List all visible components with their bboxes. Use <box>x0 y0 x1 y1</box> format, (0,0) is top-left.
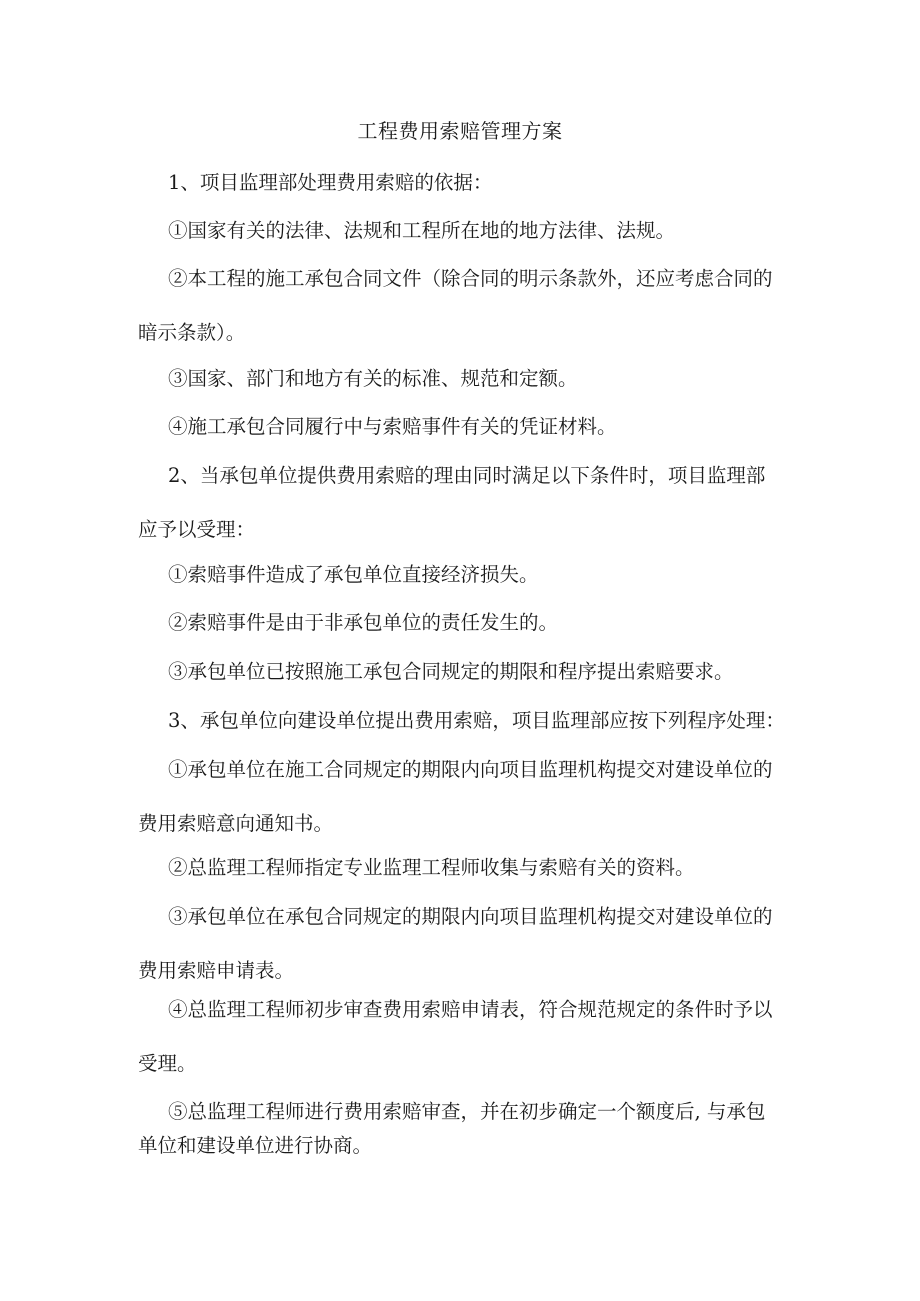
document-title: 工程费用索赔管理方案 <box>357 119 563 143</box>
paragraph-9 <box>138 657 798 687</box>
paragraph-12 <box>138 853 798 883</box>
paragraph-line: ④施工承包合同履行中与索赔事件有关的凭证材料。 <box>168 415 617 438</box>
paragraph-line: 费用索赔意向通知书。 <box>138 812 334 835</box>
paragraph-line: 受理。 <box>138 1052 197 1075</box>
paragraph-line: ③承包单位已按照施工承包合同规定的期限和程序提出索赔要求。 <box>168 660 734 683</box>
paragraph-line: ①索赔事件造成了承包单位直接经济损失。 <box>168 563 539 586</box>
paragraph-line: 3、承包单位向建设单位提出费用索赔，项目监理部应按下列程序处理： <box>168 709 785 732</box>
paragraph-line: 应予以受理： <box>138 518 256 541</box>
paragraph-line: ②本工程的施工承包合同文件（除合同的明示条款外，还应考虑合同的 <box>168 267 773 290</box>
paragraph-line: ②总监理工程师指定专业监理工程师收集与索赔有关的资料。 <box>168 856 695 879</box>
paragraph-8 <box>138 608 798 638</box>
paragraph-15 <box>138 1097 798 1161</box>
paragraph-line: ④总监理工程师初步审查费用索赔申请表，符合规范规定的条件时予以 <box>168 998 773 1021</box>
paragraph-line: ①国家有关的法律、法规和工程所在地的地方法律、法规。 <box>168 219 676 242</box>
paragraph-line: 2、当承包单位提供费用索赔的理由同时满足以下条件时，项目监理部 <box>168 464 766 487</box>
paragraph-line: ①承包单位在施工合同规定的期限内向项目监理机构提交对建设单位的 <box>168 758 773 781</box>
paragraph-1 <box>138 168 798 198</box>
paragraph-line: 费用索赔申请表。 <box>138 959 295 982</box>
paragraph-line: 1、项目监理部处理费用索赔的依据： <box>168 171 493 194</box>
paragraph-line: ②索赔事件是由于非承包单位的责任发生的。 <box>168 611 559 634</box>
paragraph-2 <box>138 216 798 246</box>
paragraph-4 <box>138 364 798 394</box>
paragraph-6 <box>138 461 798 545</box>
paragraph-3 <box>138 264 798 348</box>
paragraph-14 <box>138 995 798 1079</box>
paragraph-line: ⑤总监理工程师进行费用索赔审查，并在初步确定一个额度后, 与承包 <box>168 1100 766 1123</box>
paragraph-5 <box>138 412 798 442</box>
paragraph-line: 暗示条款）。 <box>138 321 246 344</box>
paragraph-13 <box>138 902 798 986</box>
paragraph-line: ③承包单位在承包合同规定的期限内向项目监理机构提交对建设单位的 <box>168 905 773 928</box>
paragraph-10 <box>138 706 798 736</box>
paragraph-line: ③国家、部门和地方有关的标准、规范和定额。 <box>168 367 578 390</box>
paragraph-11 <box>138 755 798 839</box>
paragraph-7 <box>138 560 798 590</box>
paragraph-line: 单位和建设单位进行协商。 <box>138 1134 373 1157</box>
